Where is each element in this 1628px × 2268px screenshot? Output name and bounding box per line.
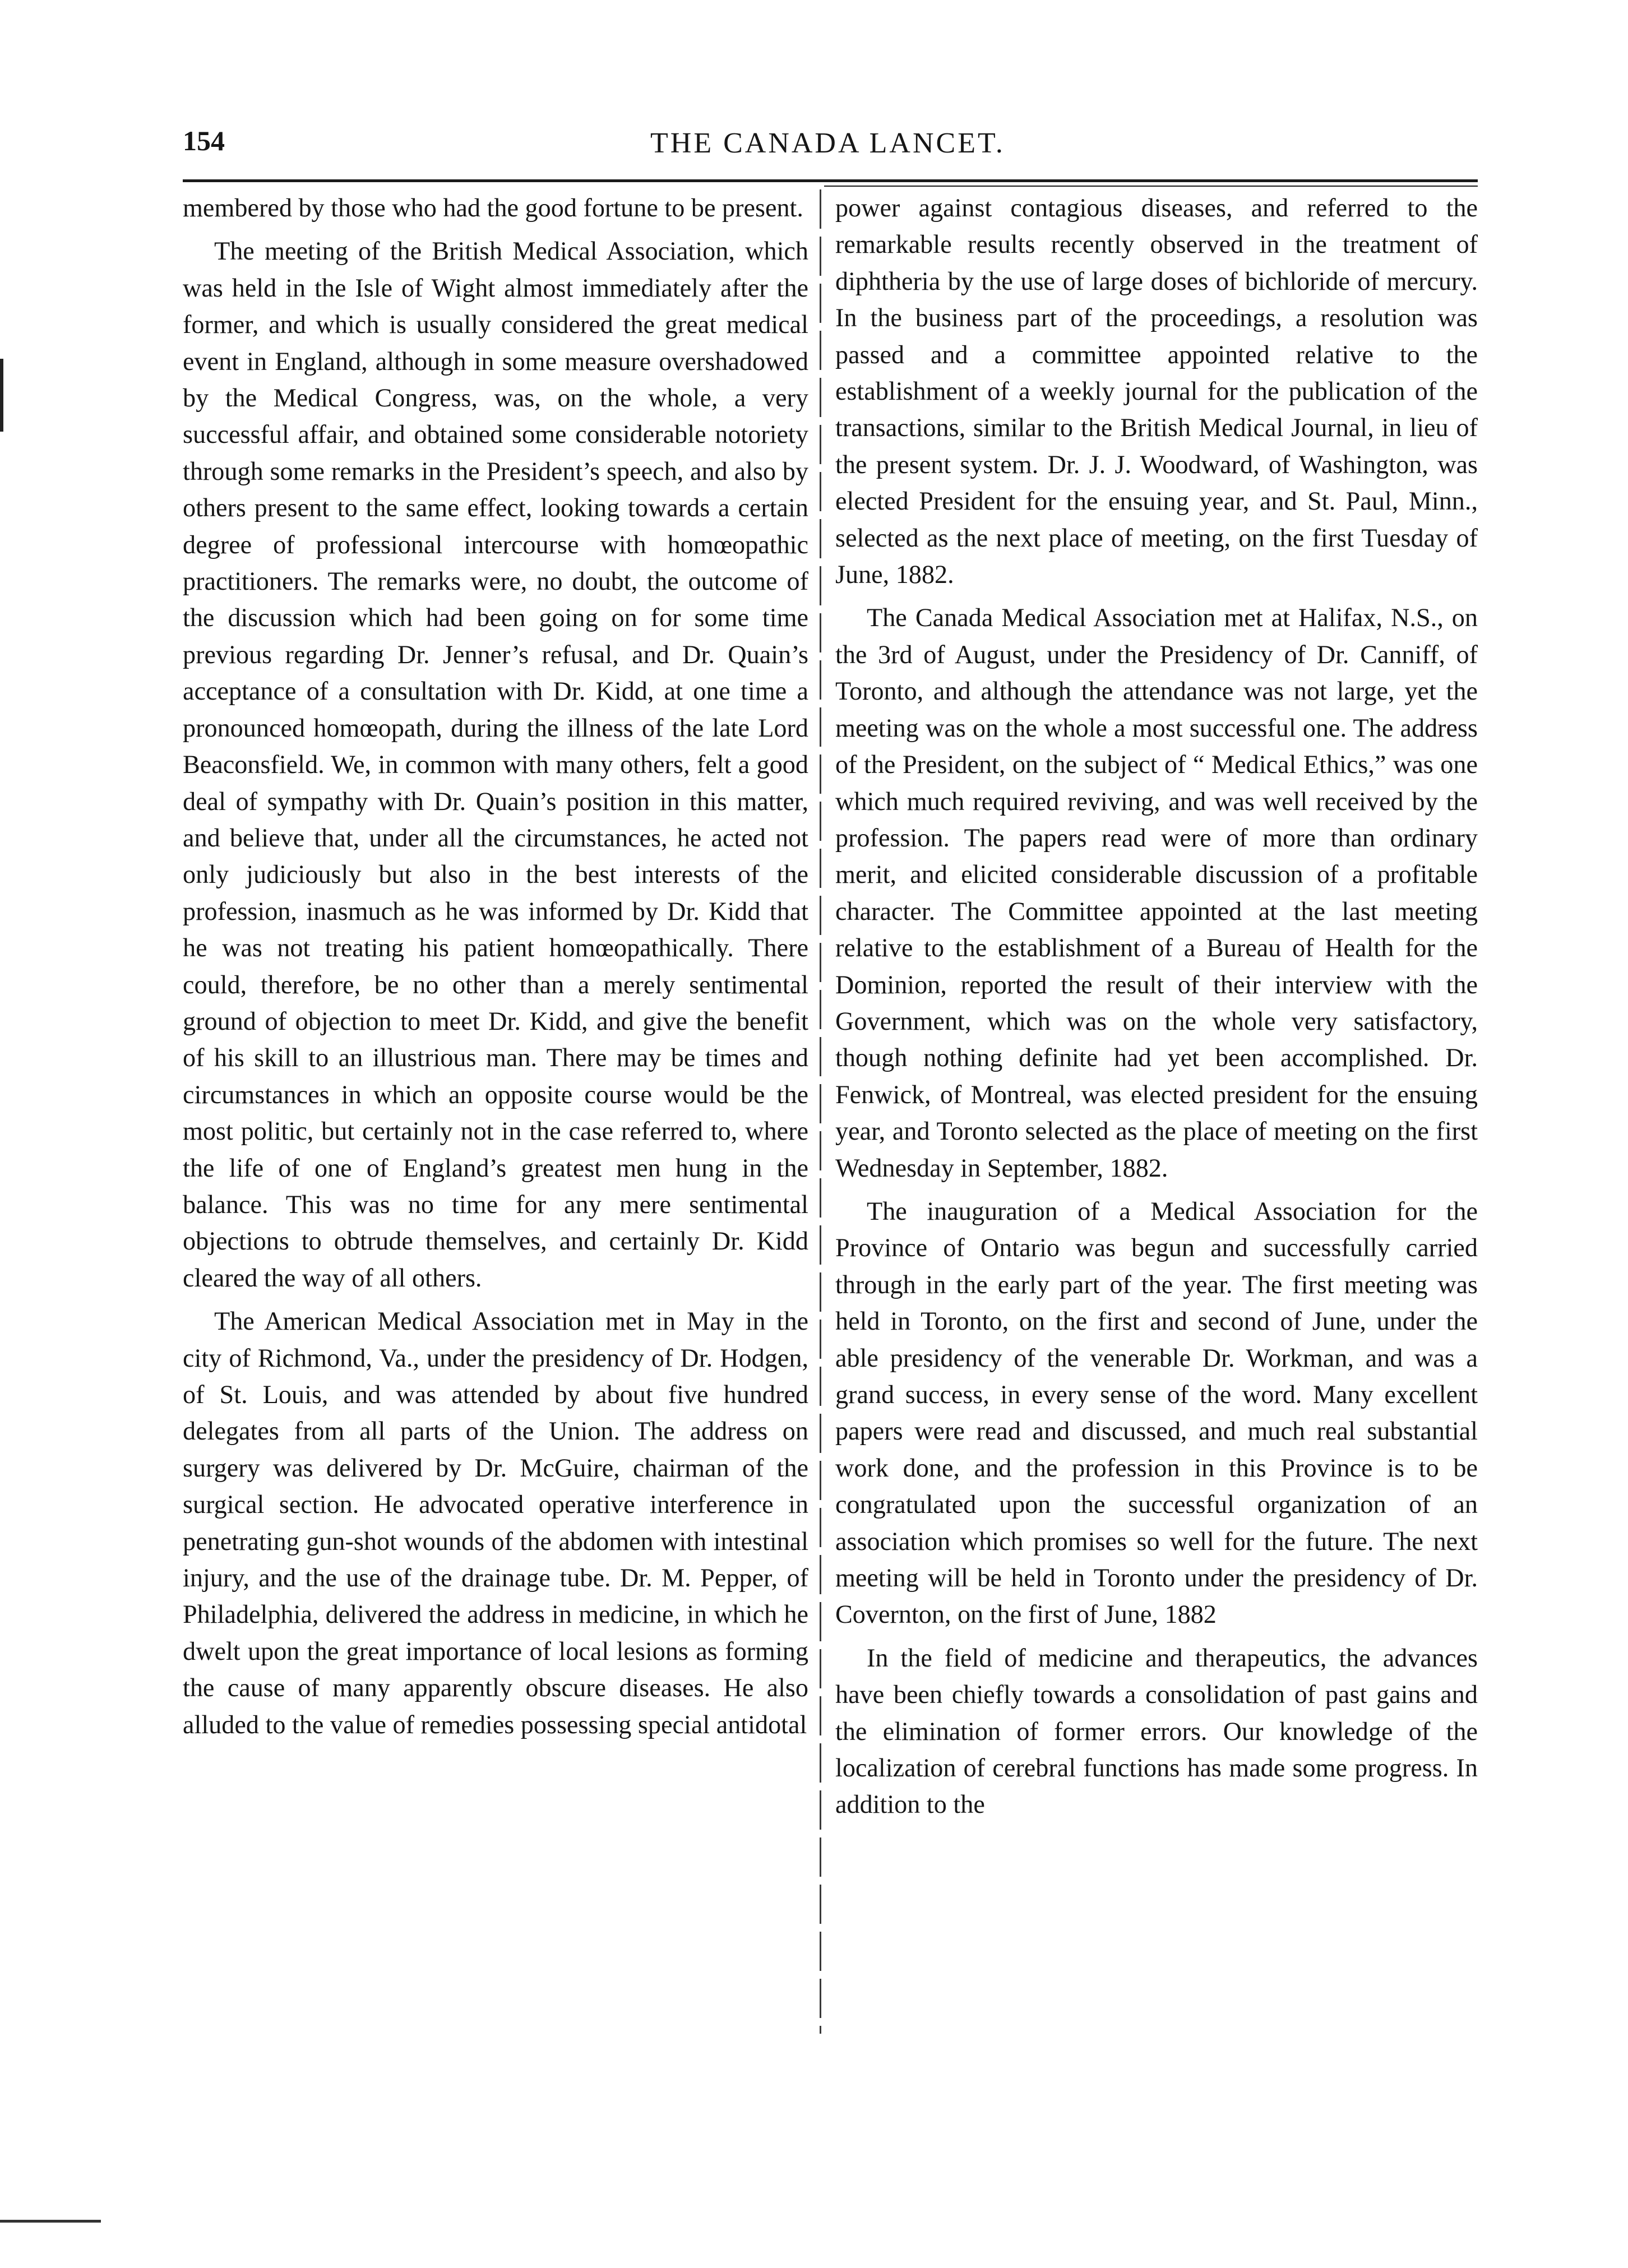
paragraph: The meeting of the British Medical Association, which was held in the Isle of Wight almost immediately after the former, and which is usually considered the great medical event in England, although in some measure overshadowed by the Medical Congress, was, on the whole, a very successful affair, and obtained some considerable notoriety through some remarks in the President’s speech, and also by others present to the same effect, looking towards a certain degree of professional intercourse with homœopathic practitioners. The remarks were, no doubt, the outcome of the discussion which had been going on for some time previous regarding Dr. Jenner’s refusal, and Dr. Quain’s acceptance of a consultation with Dr. Kidd, at one time a pronounced homœopath, during the illness of the late Lord Beaconsfield. We, in common with many others, felt a good deal of sympathy with Dr. Quain’s position in this matter, and believe that, under all the circumstances, he acted not only judiciously but also in the best interests of the profession, inasmuch as he was informed by Dr. Kidd that he was not treating his patient homœopathically. There could, therefore, be no other than a merely sentimental ground of objection to meet Dr. Kidd, and give the benefit of his skill to an illustrious man. There may be times and circumstances in which an opposite course would be the most politic, but certainly not in the case referred to, where the life of one of England’s greatest men hung in the balance. This was no time for any mere sentimental objections to obtrude themselves, and certainly Dr. Kidd cleared the way of all others.: [183, 237, 808, 1292]
paragraph: The Canada Medical Association met at Halifax, N.S., on the 3rd of August, under the Presidency of Dr. Canniff, of Toronto, and although the attendance was not large, yet the meeting was on the whole a most successful one. The address of the President, on the subject of “ Medical Ethics,” was one which much required reviving, and was well received by the profession. The papers read were of more than ordinary merit, and elicited considerable discussion of a profitable character. The Committee appointed at the last meeting relative to the establishment of a Bureau of Health for the Dominion, reported the result of their interview with the Government, which was on the whole very satisfactory, though nothing definite had yet been accomplished. Dr. Fenwick, of Montreal, was elected president for the ensuing year, and Toronto selected as the place of meeting on the first Wednesday in September, 1882.: [835, 603, 1478, 1182]
paragraph: The American Medical Association met in May in the city of Richmond, Va., under the presidency of Dr. Hodgen, of St. Louis, and was attended by about five hundred delegates from all parts of the Union. The address on surgery was delivered by Dr. McGuire, chairman of the surgical section. He advocated operative interference in penetrating gun-shot wounds of the abdomen with intestinal injury, and the use of the drainage tube. Dr. M. Pepper, of Philadelphia, delivered the address in medicine, in which he dwelt upon the great importance of local lesions as forming the cause of many apparently obscure diseases. He also alluded to the value of remedies possessing special antidotal: [183, 1307, 808, 1739]
left-column: [183, 189, 808, 1749]
paragraph: membered by those who had the good fortune to be present.: [183, 193, 803, 222]
header-rule-thin: [824, 186, 1478, 187]
scan-edge-mark: [0, 2220, 101, 2223]
paragraph: The inauguration of a Medical Association for the Province of Ontario was begun and successfully carried through in the early part of the year. The first meeting was held in Toronto, on the first and second of June, under the able presidency of the venerable Dr. Workman, and was a grand success, in every sense of the word. Many excellent papers were read and discussed, and much real substantial work done, and the profession in this Province is to be congratulated upon the successful organization of an association which promises so well for the future. The next meeting will be held in Toronto under the presidency of Dr. Covernton, on the first of June, 1882: [835, 1196, 1478, 1629]
paragraph: power against contagious diseases, and referred to the remarkable results recently observed in the treatment of diphtheria by the use of large doses of bichloride of mercury. In the business part of the proceedings, a resolution was passed and a committee appointed relative to the establishment of a weekly journal for the publication of the transactions, similar to the British Medical Journal, in lieu of the present system. Dr. J. J. Woodward, of Washington, was elected President for the ensuing year, and St. Paul, Minn., selected as the next place of meeting, on the first Tuesday of June, 1882.: [835, 193, 1478, 589]
page-number: 154: [183, 125, 225, 156]
paragraph: In the field of medicine and therapeutics, the advances have been chiefly towards a consolidation of past gains and the elimination of former errors. Our knowledge of the localization of cerebral functions has made some progress. In addition to the: [835, 1643, 1478, 1819]
column-divider: [820, 189, 821, 2034]
header-rule: [183, 179, 1478, 182]
right-column: [835, 189, 1478, 1830]
running-head: THE CANADA LANCET.: [650, 127, 1005, 159]
scan-edge-mark: [0, 359, 3, 432]
